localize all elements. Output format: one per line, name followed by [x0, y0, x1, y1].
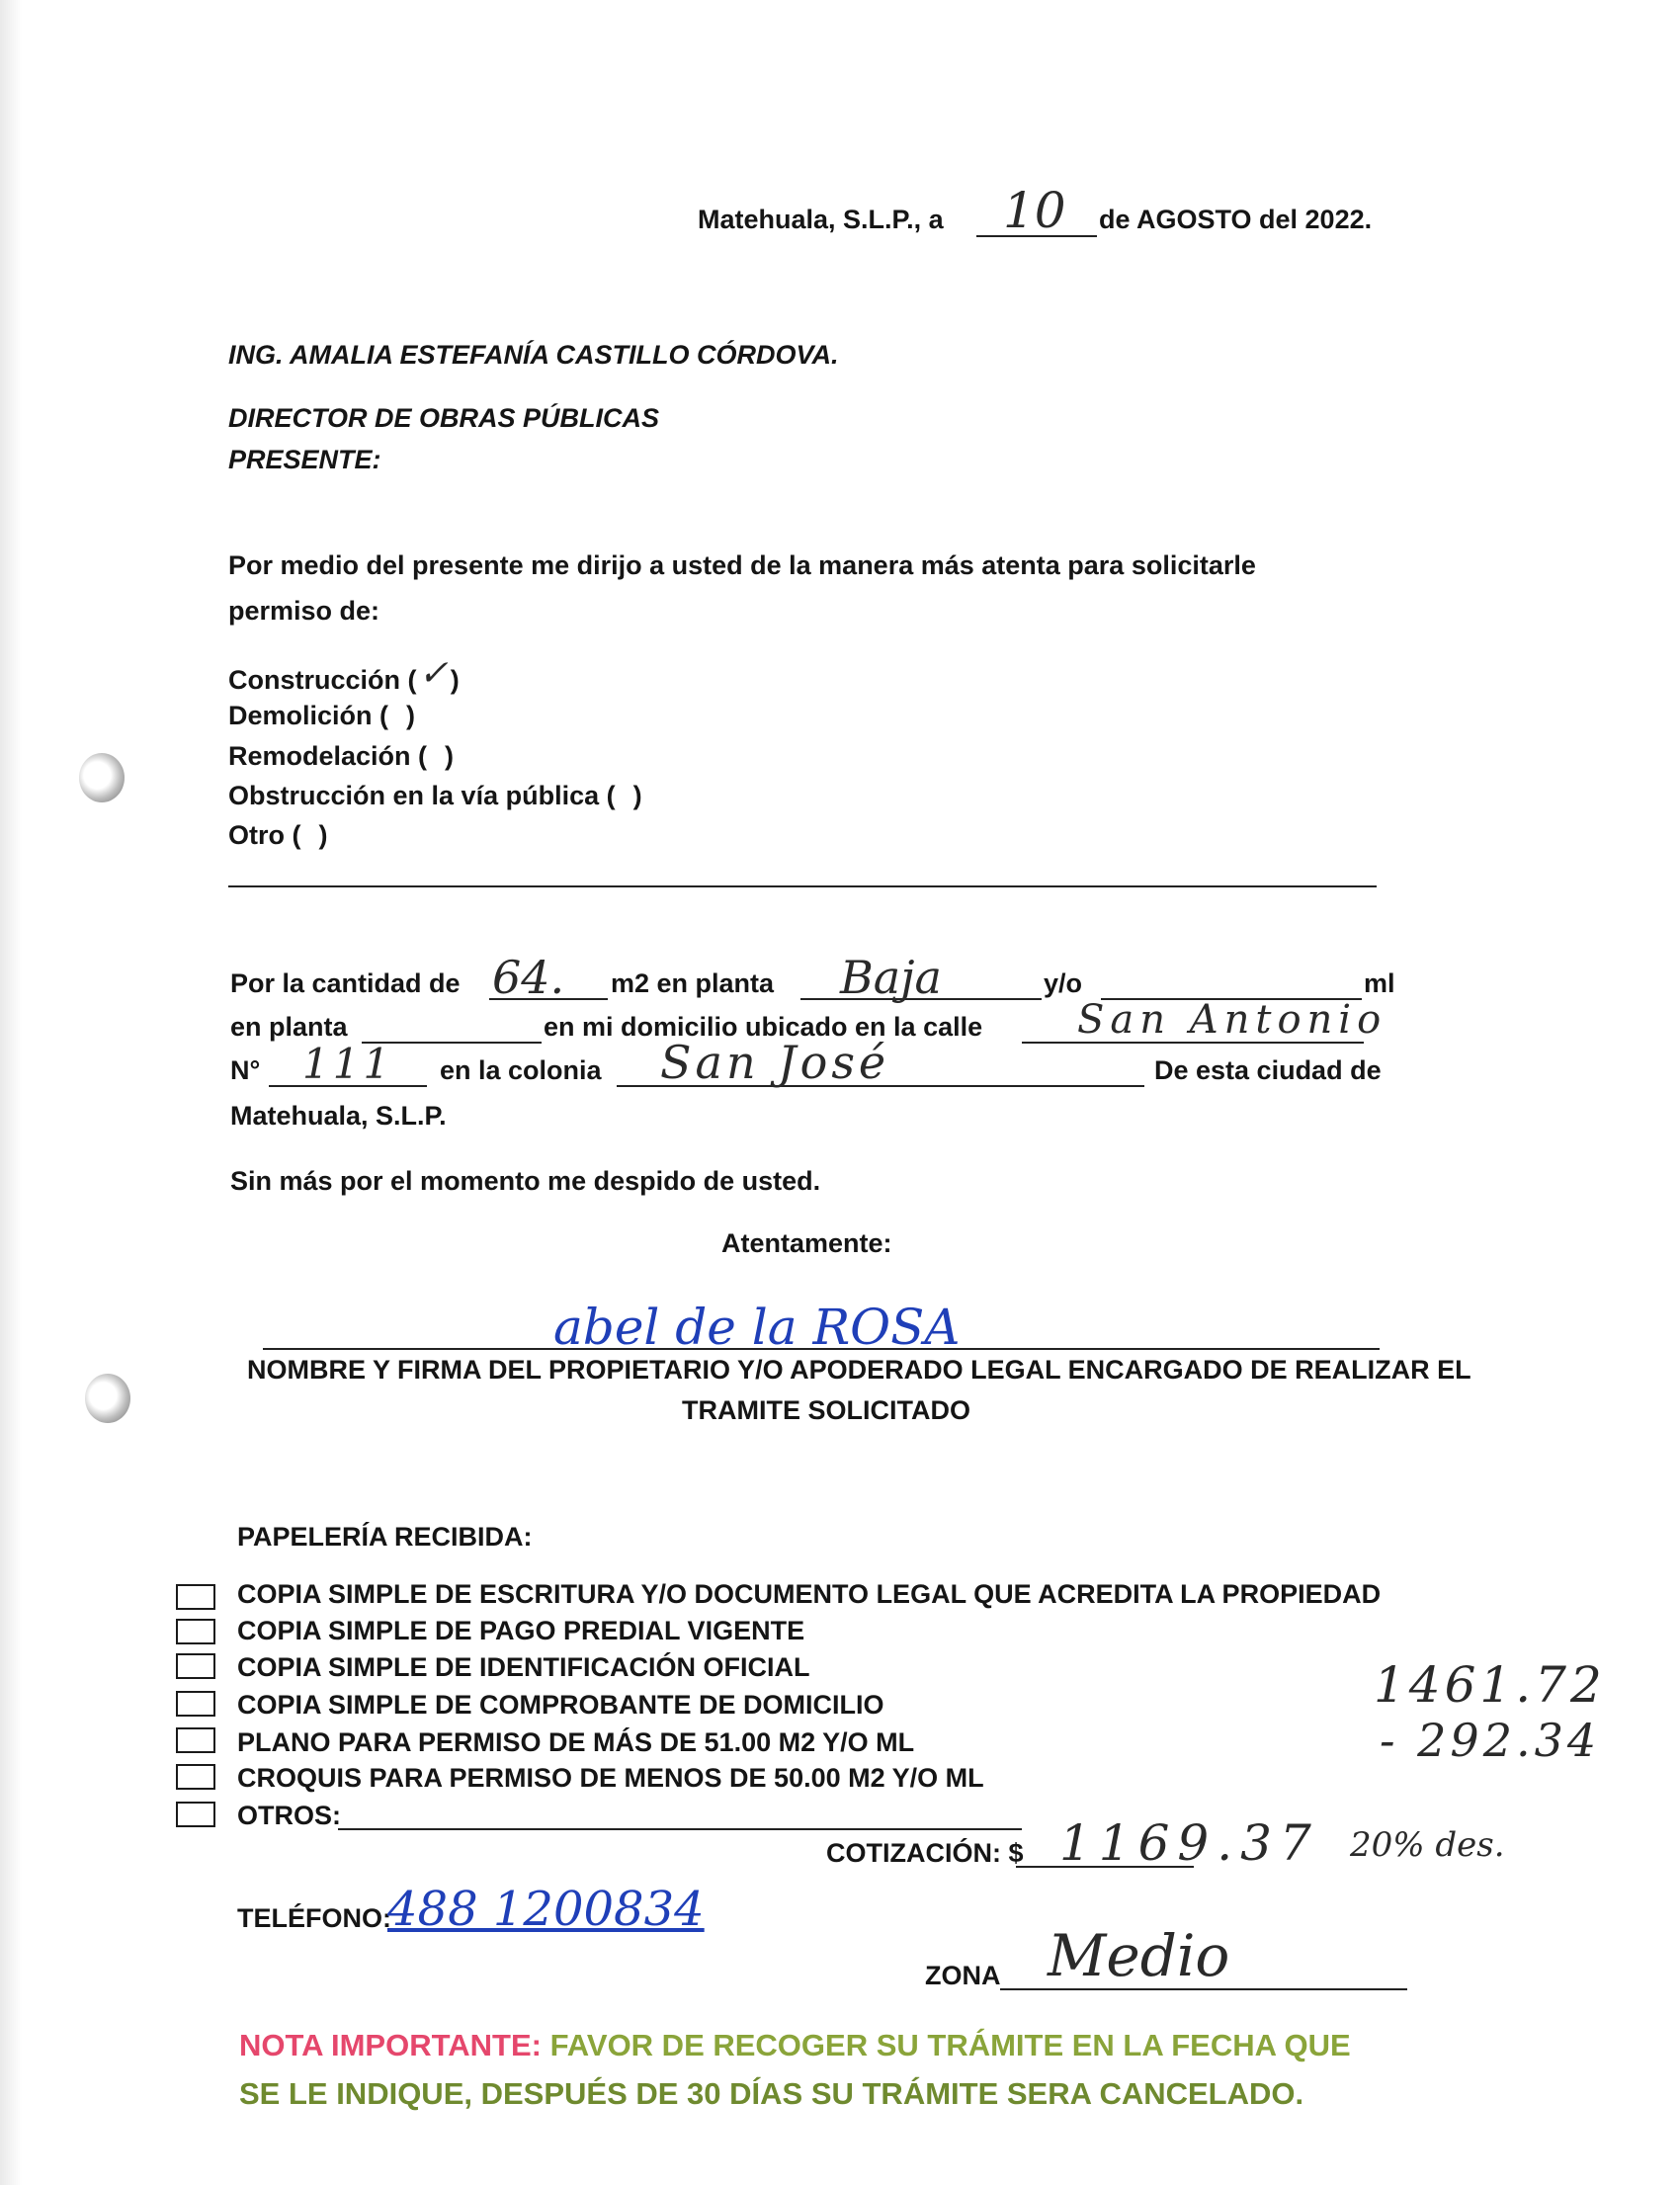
telefono-handwritten: 488 1200834 [387, 1882, 705, 1937]
atentamente: Atentamente: [721, 1228, 892, 1258]
nota-text-1: FAVOR DE RECOGER SU TRÁMITE EN LA FECHA QUE [549, 2028, 1351, 2062]
ciudad-label: De esta ciudad de [1154, 1055, 1382, 1085]
option-otro: Otro ( ) [228, 820, 328, 850]
papeleria-item-plano: PLANO PARA PERMISO DE MÁS DE 51.00 M2 Y/O ML [237, 1727, 915, 1757]
option-remodelacion: Remodelación ( ) [228, 741, 455, 771]
papeleria-item-otros: OTROS: [237, 1801, 341, 1830]
recipient-name: ING. AMALIA ESTEFANÍA CASTILLO CÓRDOVA. [228, 340, 839, 370]
ml-label: ml [1364, 968, 1395, 998]
intro-line-1: Por medio del presente me dirijo a usted de la manera más atenta para solicitarle [228, 550, 1256, 580]
signature-caption-1: NOMBRE Y FIRMA DEL PROPIETARIO Y/O APODERADO LEGAL ENCARGADO DE REALIZAR EL [247, 1355, 1471, 1385]
nota-importante [239, 2028, 1351, 2063]
checkbox-domicilio[interactable] [176, 1691, 215, 1717]
checkbox-croquis[interactable] [176, 1764, 215, 1790]
zona-label: ZONA [925, 1961, 1001, 1990]
num-label: N° [230, 1055, 261, 1085]
checkbox-identificacion[interactable] [176, 1653, 215, 1679]
m2-label: m2 en planta [611, 968, 775, 998]
otros-line [338, 1828, 1022, 1830]
recipient-presente: PRESENTE: [228, 445, 381, 474]
papeleria-item-escritura: COPIA SIMPLE DE ESCRITURA Y/O DOCUMENTO LEGAL QUE ACREDITA LA PROPIEDAD [237, 1579, 1382, 1609]
descuento-note-handwritten: 20% des. [1350, 1825, 1505, 1865]
recipient-position: DIRECTOR DE OBRAS PÚBLICAS [228, 403, 660, 433]
punch-hole-bottom [85, 1374, 130, 1423]
option-obstruccion: Obstrucción en la vía pública ( ) [228, 781, 642, 810]
telefono-label: TELÉFONO: [237, 1903, 391, 1933]
cotizacion-label: COTIZACIÓN: $ [826, 1838, 1024, 1868]
nota-label: NOTA IMPORTANTE: [239, 2028, 542, 2062]
qty-handwritten: 64. [492, 951, 565, 1004]
date-day-handwritten: 10 [1003, 182, 1066, 239]
date-suffix: de AGOSTO del 2022. [1099, 205, 1373, 234]
planta2-label: en planta [230, 1012, 348, 1042]
punch-hole-top [79, 753, 125, 802]
qty-label: Por la cantidad de [230, 968, 461, 998]
checkbox-escritura[interactable] [176, 1584, 215, 1610]
papeleria-item-croquis: CROQUIS PARA PERMISO DE MENOS DE 50.00 M2 Y/O ML [237, 1763, 984, 1793]
papeleria-item-domicilio: COPIA SIMPLE DE COMPROBANTE DE DOMICILIO [237, 1690, 884, 1720]
calc-line-2-handwritten: - 292.34 [1380, 1714, 1601, 1767]
checkbox-plano[interactable] [176, 1727, 215, 1753]
option-demolicion: Demolición ( ) [228, 701, 416, 730]
option-construccion: Construcción (✓) [228, 653, 460, 695]
papeleria-title: PAPELERÍA RECIBIDA: [237, 1522, 533, 1552]
papeleria-item-identificacion: COPIA SIMPLE DE IDENTIFICACIÓN OFICIAL [237, 1652, 810, 1682]
colonia-label: en la colonia [440, 1055, 602, 1085]
checkbox-otros[interactable] [176, 1802, 215, 1827]
zona-handwritten: Medio [1048, 1922, 1230, 1989]
nota-text-2: SE LE INDIQUE, DESPUÉS DE 30 DÍAS SU TRÁMITE SERA CANCELADO. [239, 2076, 1304, 2111]
checkbox-predial[interactable] [176, 1619, 215, 1644]
scan-edge-shadow [0, 0, 22, 2185]
domicilio-label: en mi domicilio ubicado en la calle [544, 1012, 983, 1042]
calle-handwritten: San Antonio [1077, 997, 1387, 1043]
signature-line [263, 1348, 1380, 1350]
intro-line-2: permiso de: [228, 596, 380, 626]
cotizacion-handwritten: 1169.37 [1059, 1814, 1319, 1872]
ciudad-value: Matehuala, S.L.P. [230, 1101, 447, 1131]
papeleria-item-predial: COPIA SIMPLE DE PAGO PREDIAL VIGENTE [237, 1616, 805, 1645]
farewell: Sin más por el momento me despido de usted. [230, 1166, 821, 1196]
colonia-handwritten: San José [660, 1036, 890, 1089]
planta-handwritten: Baja [840, 951, 942, 1004]
signature-handwritten: abel de la ROSA [553, 1299, 961, 1356]
calc-line-1-handwritten: 1461.72 [1374, 1656, 1606, 1714]
yo-label: y/o [1044, 968, 1083, 998]
date-prefix: Matehuala, S.L.P., a [698, 205, 944, 234]
option-construccion-mark: ✓ [418, 653, 449, 694]
signature-caption-2: TRAMITE SOLICITADO [682, 1395, 970, 1425]
otro-description-line [228, 885, 1377, 887]
num-handwritten: 111 [302, 1040, 394, 1088]
